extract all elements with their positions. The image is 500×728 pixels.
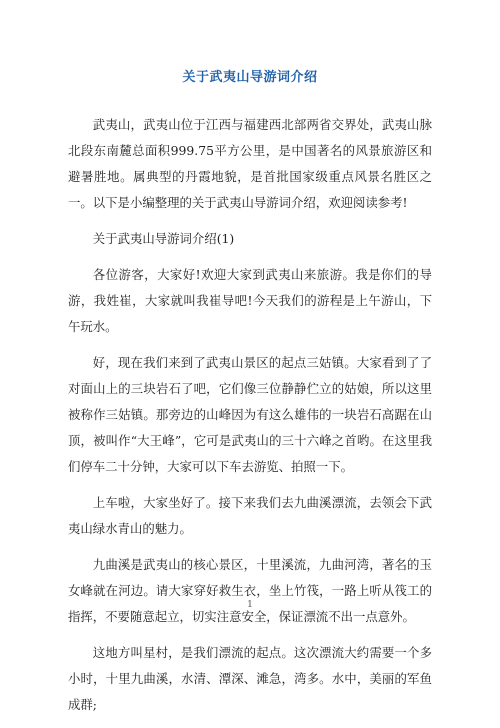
document-body [68, 112, 432, 728]
intro-paragraph: 武夷山，武夷山位于江西与福建西北部两省交界处，武夷山脉北段东南麓总面积999.75平方公里，是中国著名的风景旅游区和避暑胜地。属典型的丹霞地貌，是首批国家级重点风景名胜区之一。以下是小编整理的关于武夷山导游词介绍，欢迎阅读参考! [68, 117, 432, 210]
document-title: 关于武夷山导游词介绍 [182, 70, 318, 85]
section-subtitle: 关于武夷山导游词介绍(1) [92, 231, 235, 246]
body-paragraph: 九曲溪是武夷山的核心景区，十里溪流，九曲河湾，著名的玉女峰就在河边。请大家穿好救生衣，坐上竹筏，一路上听从筏工的指挥，不要随意起立，切实注意安全，保证漂流不出一点意外。 [68, 557, 432, 624]
body-paragraph: 好，现在我们来到了武夷山景区的起点三姑镇。大家看到了了对面山上的三块岩石了吧，它们像三位静静伫立的姑娘，所以这里被称作三姑镇。那旁边的山峰因为有这么雄伟的一块岩石高踞在山顶，被叫作“大王峰”，它可是武夷山的三十六峰之首哟。在这里我们停车二十分钟，大家可以下车去游览、拍照一下。 [68, 355, 432, 474]
body-paragraph: 上车啦，大家坐好了。接下来我们去九曲溪漂流，去领会下武夷山绿水青山的魅力。 [68, 495, 432, 536]
page-number: 1 [247, 600, 253, 610]
body-paragraph: 这地方叫星村，是我们漂流的起点。这次漂流大约需要一个多小时，十里九曲溪，水清、潭深、滩急，湾多。水中，美丽的军鱼成群; [68, 645, 432, 712]
body-paragraph: 各位游客，大家好!欢迎大家到武夷山来旅游。我是你们的导游，我姓崔，大家就叫我崔导吧!今天我们的游程是上午游山，下午玩水。 [68, 267, 432, 334]
